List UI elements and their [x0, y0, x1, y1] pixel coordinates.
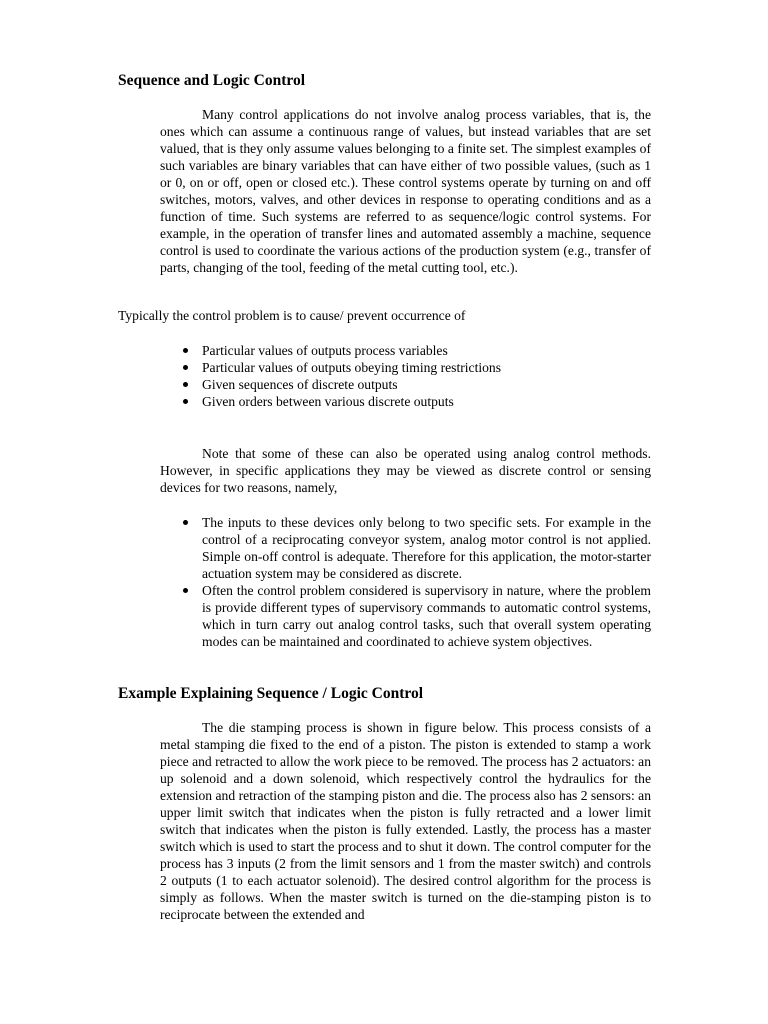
bullet-icon — [183, 520, 188, 525]
bullet-icon — [183, 365, 188, 370]
bullet-icon — [183, 382, 188, 387]
list-item-text: Given orders between various discrete outputs — [202, 394, 454, 409]
section-title-example: Example Explaining Sequence / Logic Control — [118, 685, 424, 702]
list-item-text: Often the control problem considered is supervisory in nature, where the problem is provide different types of supervisory commands to automatic control systems, which in turn carry out analog control tasks, such that overall system operating modes can be maintained and coordinated to achieve system objectives. — [202, 583, 651, 649]
list-item-text: The inputs to these devices only belong to two specific sets. For example in the control of a reciprocating conveyor system, analog motor control is not applied. Simple on-off control is adequate. Therefore for this application, the motor-starter actuation system may be considered as discrete. — [202, 515, 651, 581]
list-item — [160, 393, 651, 410]
intro-paragraph: Many control applications do not involve analog process variables, that is, the ones which can assume a continuous range of values, but instead variables that are set valued, that is they only assume values belonging to a finite set. The simplest examples of such variables are binary variables that can have either of two possible values, (such as 1 or 0, on or off, open or closed etc.). These control systems operate by turning on and off switches, motors, valves, and other devices in response to operating conditions and as a function of time. Such systems are referred to as sequence/logic control systems. For example, in the operation of transfer lines and automated assembly a machine, sequence control is used to coordinate the various actions of the production system (e.g., transfer of parts, changing of the tool, feeding of the metal cutting tool, etc.). — [160, 107, 651, 275]
list-item — [160, 342, 651, 359]
list-item — [160, 582, 651, 650]
note-paragraph: Note that some of these can also be operated using analog control methods. However, in specific applications they may be viewed as discrete control or sensing devices for two reasons, namely, — [160, 446, 651, 495]
reasons-list — [160, 514, 651, 650]
section-title-sequence-logic-control: Sequence and Logic Control — [118, 72, 306, 89]
list-item — [160, 376, 651, 393]
list-item — [160, 359, 651, 376]
example-paragraph: The die stamping process is shown in figure below. This process consists of a metal stamping die fixed to the end of a piston. The piston is extended to stamp a work piece and retracted to allow the work piece to be removed. The process has 2 actuators: an up solenoid and a down solenoid, which respectively control the hydraulics for the extension and retraction of the stamping piston and die. The process also has 2 sensors: an upper limit switch that indicates when the piston is fully retracted and a lower limit switch that indicates when the piston is fully extended. Lastly, the process has a master switch which is used to start the process and to shut it down. The control computer for the process has 3 inputs (2 from the limit sensors and 1 from the master switch) and controls 2 outputs (1 to each actuator solenoid). The desired control algorithm for the process is simply as follows. When the master switch is turned on the die-stamping piston is to reciprocate between the extended and — [160, 720, 651, 922]
list-item-text: Particular values of outputs obeying timing restrictions — [202, 360, 502, 375]
list-item-text: Given sequences of discrete outputs — [202, 377, 398, 392]
list-item-text: Particular values of outputs process variables — [202, 343, 448, 358]
bullet-icon — [183, 348, 188, 353]
bullet-icon — [183, 588, 188, 593]
control-problem-list — [160, 342, 651, 410]
list-item — [160, 514, 651, 582]
control-problem-lead: Typically the control problem is to cause/ prevent occurrence of — [118, 308, 466, 323]
bullet-icon — [183, 399, 188, 404]
